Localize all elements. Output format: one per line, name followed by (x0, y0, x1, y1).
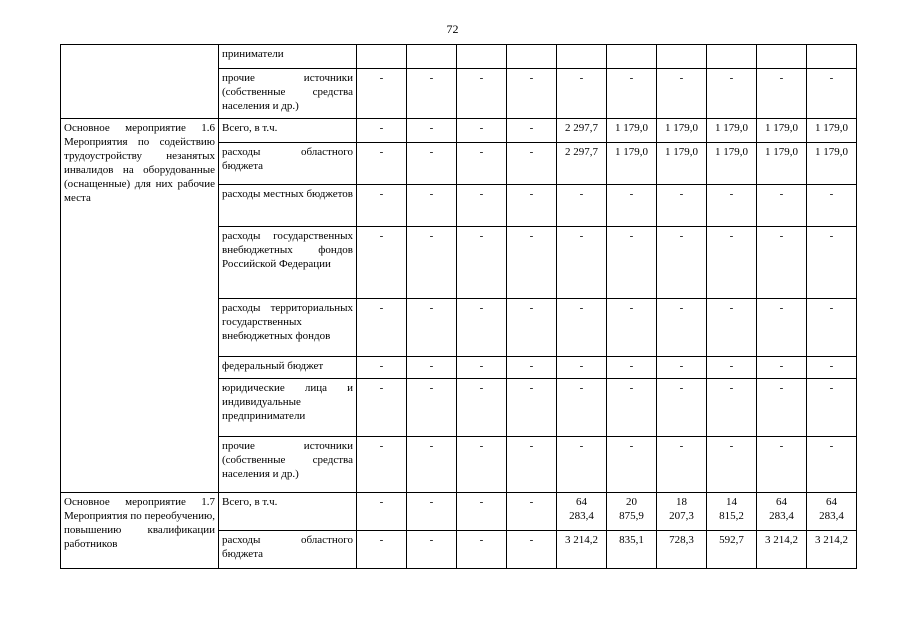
value-cell: - (607, 357, 657, 379)
value-cell: - (807, 185, 857, 227)
value-cell: 2 297,7 (557, 143, 607, 185)
value-cell: 1 179,0 (807, 119, 857, 143)
value-cell: - (607, 227, 657, 299)
value-cell: - (407, 493, 457, 531)
value-cell (657, 45, 707, 69)
value-cell: - (557, 437, 607, 493)
value-cell: - (457, 143, 507, 185)
value-cell (457, 45, 507, 69)
value-cell: - (757, 227, 807, 299)
value-cell: 1 179,0 (707, 119, 757, 143)
value-cell: - (657, 357, 707, 379)
value-cell: - (407, 143, 457, 185)
value-cell: 728,3 (657, 531, 707, 569)
value-cell: - (807, 227, 857, 299)
value-cell: - (607, 437, 657, 493)
value-cell: - (657, 437, 707, 493)
value-cell: - (807, 437, 857, 493)
value-cell: 835,1 (607, 531, 657, 569)
source-label: Всего, в т.ч. (219, 493, 357, 531)
value-cell: - (507, 531, 557, 569)
value-cell: - (757, 379, 807, 437)
page-number: 72 (446, 22, 459, 36)
value-cell: - (507, 185, 557, 227)
value-cell: - (407, 119, 457, 143)
value-cell (607, 45, 657, 69)
value-cell: - (657, 185, 707, 227)
value-cell: - (357, 69, 407, 119)
value-cell: - (607, 299, 657, 357)
value-cell: - (407, 69, 457, 119)
value-cell: - (407, 379, 457, 437)
value-cell: - (357, 185, 407, 227)
value-cell: - (507, 143, 557, 185)
source-label: расходы местных бюджетов (219, 185, 357, 227)
value-cell: - (557, 227, 607, 299)
event-title-continued (61, 45, 219, 119)
source-label: федеральный бюджет (219, 357, 357, 379)
value-cell: - (507, 357, 557, 379)
value-cell: - (357, 227, 407, 299)
value-cell: - (407, 185, 457, 227)
value-cell: - (707, 185, 757, 227)
value-cell: 64 283,4 (757, 493, 807, 531)
value-cell: 3 214,2 (807, 531, 857, 569)
value-cell: - (457, 299, 507, 357)
source-label: приниматели (219, 45, 357, 69)
value-cell: - (657, 299, 707, 357)
value-cell: - (757, 69, 807, 119)
value-cell: - (357, 119, 407, 143)
value-cell: - (507, 227, 557, 299)
value-cell: - (407, 227, 457, 299)
value-cell: 1 179,0 (807, 143, 857, 185)
value-cell (807, 45, 857, 69)
value-cell: - (457, 227, 507, 299)
value-cell: - (807, 299, 857, 357)
value-cell: - (357, 531, 407, 569)
value-cell: - (707, 357, 757, 379)
value-cell: - (657, 69, 707, 119)
source-label: расходы государственных внебюджетных фондов Российской Федерации (219, 227, 357, 299)
value-cell: 1 179,0 (657, 119, 707, 143)
value-cell: - (557, 69, 607, 119)
value-cell (407, 45, 457, 69)
value-cell: - (657, 227, 707, 299)
source-label: расходы территориальных государственных внебюджетных фондов (219, 299, 357, 357)
value-cell: - (607, 185, 657, 227)
value-cell: - (807, 69, 857, 119)
event-title: Основное мероприятие 1.7 Мероприятия по переобучению, повышению квалификации работников (61, 493, 219, 569)
value-cell: - (757, 357, 807, 379)
value-cell: 1 179,0 (707, 143, 757, 185)
value-cell: - (757, 299, 807, 357)
value-cell: 20 875,9 (607, 493, 657, 531)
value-cell: 1 179,0 (757, 119, 807, 143)
table-row (61, 45, 857, 69)
value-cell: - (557, 379, 607, 437)
value-cell (757, 45, 807, 69)
value-cell: - (457, 69, 507, 119)
value-cell: - (357, 493, 407, 531)
value-cell: - (507, 119, 557, 143)
value-cell: - (507, 69, 557, 119)
value-cell (707, 45, 757, 69)
value-cell: - (507, 493, 557, 531)
value-cell: - (457, 185, 507, 227)
value-cell: - (357, 437, 407, 493)
source-label: прочие источники (собственные средства населения и др.) (219, 437, 357, 493)
event-title: Основное мероприятие 1.6 Мероприятия по содействию трудоустройству незанятых инвалидов на оборудованные (оснащенные) для них рабочие места (61, 119, 219, 493)
value-cell: - (557, 357, 607, 379)
value-cell: - (757, 437, 807, 493)
value-cell: - (407, 357, 457, 379)
value-cell: 1 179,0 (607, 143, 657, 185)
value-cell: 2 297,7 (557, 119, 607, 143)
source-label: прочие источники (собственные средства населения и др.) (219, 69, 357, 119)
source-label: юридические лица и индивидуальные предприниматели (219, 379, 357, 437)
value-cell: 3 214,2 (557, 531, 607, 569)
value-cell: 18 207,3 (657, 493, 707, 531)
value-cell: - (807, 379, 857, 437)
value-cell: - (707, 299, 757, 357)
value-cell: - (357, 143, 407, 185)
table-row (61, 493, 857, 531)
value-cell: - (807, 357, 857, 379)
value-cell: 1 179,0 (757, 143, 807, 185)
value-cell: - (707, 227, 757, 299)
value-cell: - (457, 437, 507, 493)
value-cell: - (557, 185, 607, 227)
value-cell: 1 179,0 (607, 119, 657, 143)
value-cell: - (357, 379, 407, 437)
value-cell: - (457, 379, 507, 437)
value-cell (557, 45, 607, 69)
source-label: расходы областного бюджета (219, 531, 357, 569)
value-cell: - (407, 531, 457, 569)
value-cell: - (457, 531, 507, 569)
source-label: расходы областного бюджета (219, 143, 357, 185)
value-cell: - (457, 493, 507, 531)
source-label: Всего, в т.ч. (219, 119, 357, 143)
value-cell: 14 815,2 (707, 493, 757, 531)
value-cell: - (707, 437, 757, 493)
value-cell: - (707, 69, 757, 119)
funding-table (60, 44, 857, 569)
value-cell: - (407, 299, 457, 357)
value-cell: - (507, 379, 557, 437)
value-cell: - (507, 299, 557, 357)
value-cell: - (607, 69, 657, 119)
value-cell: - (357, 357, 407, 379)
value-cell: - (407, 437, 457, 493)
value-cell: 592,7 (707, 531, 757, 569)
value-cell: - (707, 379, 757, 437)
value-cell: - (757, 185, 807, 227)
value-cell: - (457, 357, 507, 379)
value-cell (357, 45, 407, 69)
value-cell (507, 45, 557, 69)
value-cell: 64 283,4 (807, 493, 857, 531)
value-cell: - (457, 119, 507, 143)
value-cell: - (607, 379, 657, 437)
value-cell: - (357, 299, 407, 357)
value-cell: - (557, 299, 607, 357)
value-cell: 1 179,0 (657, 143, 707, 185)
value-cell: - (657, 379, 707, 437)
value-cell: 3 214,2 (757, 531, 807, 569)
value-cell: 64 283,4 (557, 493, 607, 531)
table-row (61, 119, 857, 143)
value-cell: - (507, 437, 557, 493)
